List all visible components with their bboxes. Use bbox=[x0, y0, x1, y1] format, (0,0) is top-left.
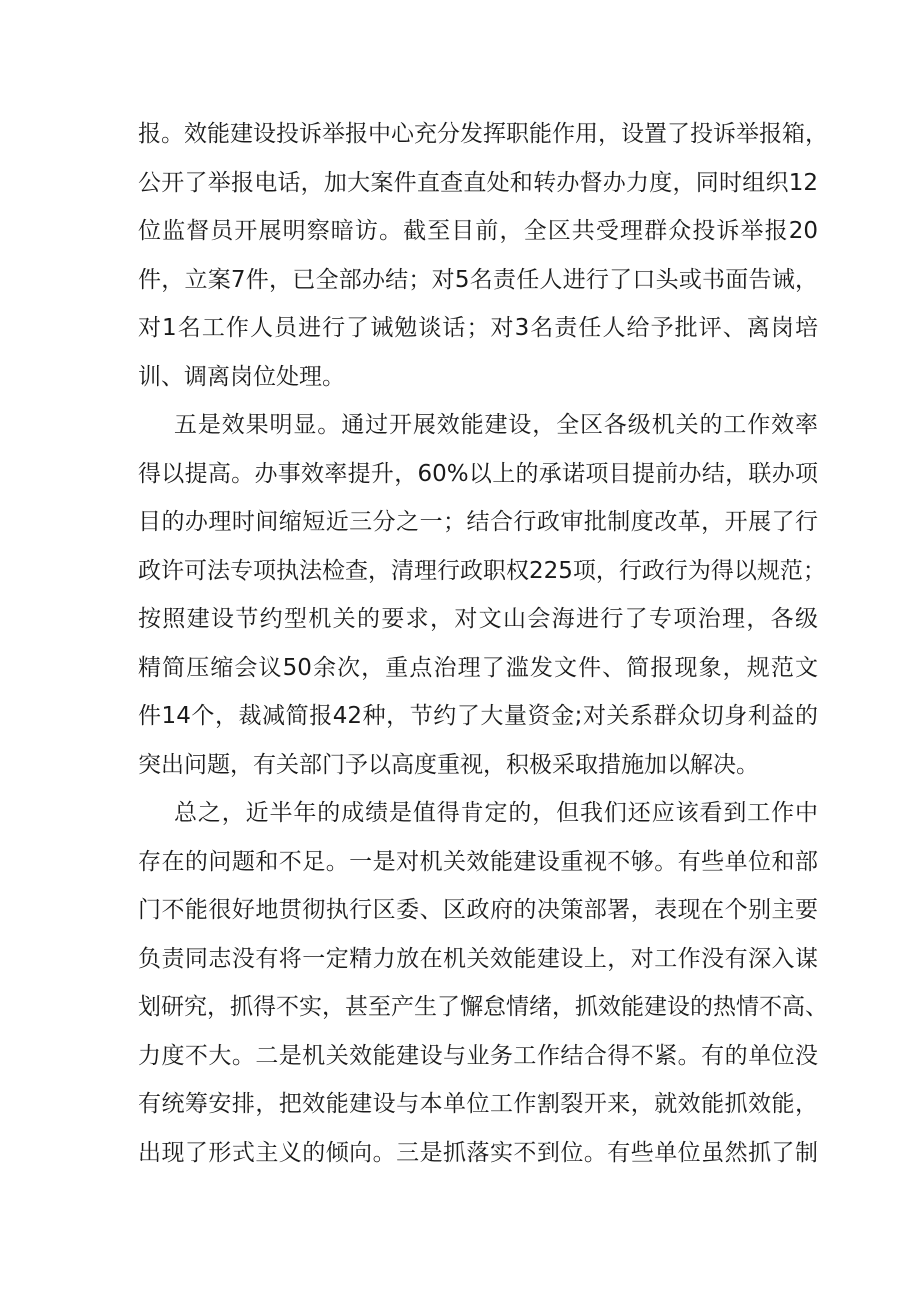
text-line: 得以提高。办事效率提升，60%以上的承诺项目提前办结，联办项 bbox=[138, 460, 818, 487]
text-line: 突出问题，有关部门予以高度重视，积极采取措施加以解决。 bbox=[138, 751, 759, 778]
document-body bbox=[138, 110, 828, 1177]
text-line: 件14个，裁减简报42种，节约了大量资金;对关系群众切身利益的 bbox=[138, 703, 818, 729]
paragraph bbox=[138, 110, 828, 401]
text-line: 力度不大。二是机关效能建设与业务工作结合得不紧。有的单位没 bbox=[138, 1042, 818, 1069]
text-line: 总之，近半年的成绩是值得肯定的，但我们还应该看到工作中 bbox=[174, 800, 818, 826]
text-line: 对1名工作人员进行了诫勉谈话；对3名责任人给予批评、离岗培 bbox=[138, 315, 818, 341]
text-line: 门不能很好地贯彻执行区委、区政府的决策部署，表现在个别主要 bbox=[138, 897, 818, 923]
text-line: 精简压缩会议50余次，重点治理了滥发文件、简报现象，规范文 bbox=[138, 654, 818, 681]
text-line: 公开了举报电话，加大案件直查直处和转办督办力度，同时组织12 bbox=[138, 169, 818, 196]
text-line: 按照建设节约型机关的要求，对文山会海进行了专项治理，各级 bbox=[138, 606, 818, 632]
text-line: 出现了形式主义的倾向。三是抓落实不到位。有些单位虽然抓了制 bbox=[138, 1139, 818, 1166]
text-line: 训、调离岗位处理。 bbox=[138, 363, 345, 390]
text-line: 目的办理时间缩短近三分之一；结合行政审批制度改革，开展了行 bbox=[138, 509, 818, 535]
text-line: 政许可法专项执法检查，清理行政职权225项，行政行为得以规范； bbox=[138, 557, 826, 584]
text-line: 负责同志没有将一定精力放在机关效能建设上，对工作没有深入谋 bbox=[138, 945, 818, 972]
text-line: 存在的问题和不足。一是对机关效能建设重视不够。有些单位和部 bbox=[138, 848, 818, 875]
paragraph bbox=[138, 401, 826, 789]
text-line: 位监督员开展明察暗访。截至目前，全区共受理群众投诉举报20 bbox=[138, 218, 818, 244]
text-line: 报。效能建设投诉举报中心充分发挥职能作用，设置了投诉举报箱， bbox=[138, 121, 828, 147]
paragraph bbox=[138, 789, 828, 1177]
text-line: 划研究，抓得不实，甚至产生了懈怠情绪，抓效能建设的热情不高、 bbox=[138, 994, 828, 1020]
text-line: 件，立案7件，已全部办结；对5名责任人进行了口头或书面告诫， bbox=[138, 266, 818, 293]
text-line: 五是效果明显。通过开展效能建设，全区各级机关的工作效率 bbox=[174, 412, 818, 438]
text-line: 有统筹安排，把效能建设与本单位工作割裂开来，就效能抓效能， bbox=[138, 1091, 818, 1117]
